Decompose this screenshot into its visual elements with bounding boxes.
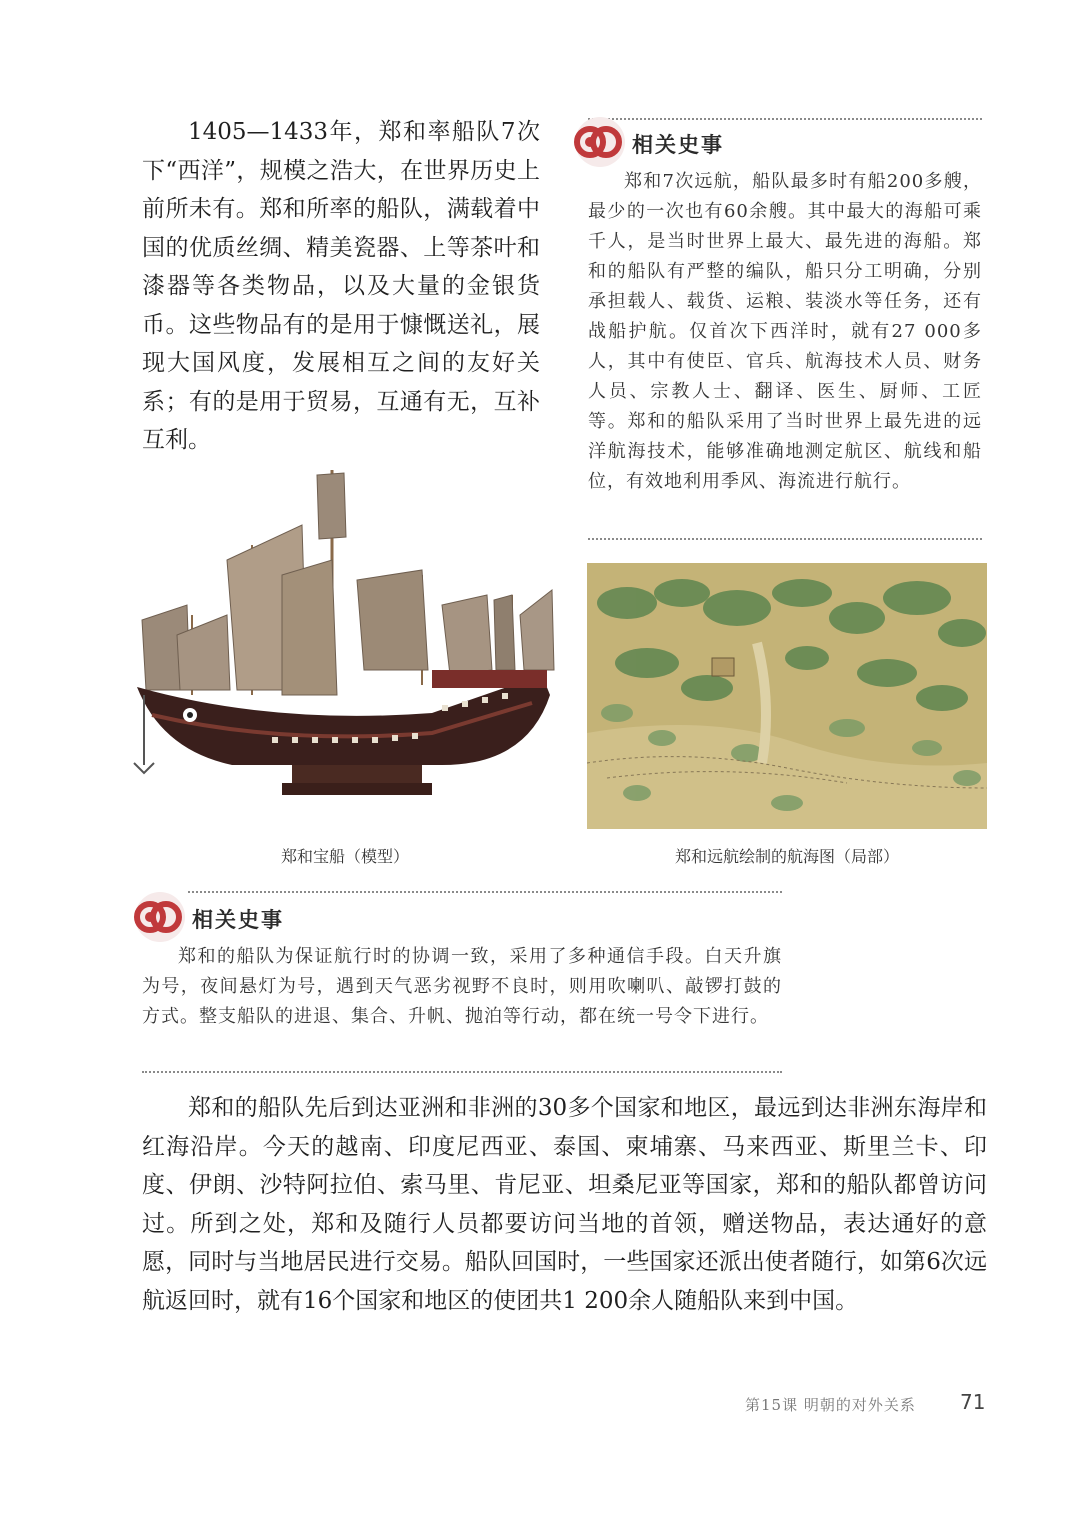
lesson-title-footer: 第15课 明朝的对外关系 — [745, 1396, 916, 1414]
intro-paragraph-block — [142, 113, 540, 460]
ship-model-caption: 郑和宝船（模型） — [280, 847, 409, 866]
closing-paragraph-block — [142, 1089, 987, 1320]
navigation-chart-caption: 郑和远航绘制的航海图（局部） — [674, 847, 899, 866]
story-box-2-text: 郑和的船队为保证航行时的协调一致，采用了多种通信手段。白天升旗为号，夜间悬灯为号，遇到天气恶劣视野不良时，则用吹喇叭、敲锣打鼓的方式。整支船队的进退、集合、升帆、抛泊等行动，都在统一号令下进行。 — [142, 946, 782, 1027]
related-history-icon — [570, 116, 626, 172]
story-box-2-body — [142, 942, 782, 1032]
story-box-1-header — [570, 118, 724, 170]
story-box-1-text: 郑和7次远航，船队最多时有船200多艘，最少的一次也有60余艘。其中最大的海船可乘千人，是当时世界上最大、最先进的海船。郑和的船队有严整的编队，船只分工明确，分别承担载人、载货、运粮、装淡水等任务，还有战船护航。仅首次下西洋时，就有27 000多人，其中有使臣、官兵、航海技术人员、财务人员、宗教人士、翻译、医生、厨师、工匠等。郑和的船队采用了当时世界上最先进的远洋航海技术，能够准确地测定航区、航线和船位，有效地利用季风、海流进行航行。 — [588, 171, 982, 492]
page-number: 71 — [960, 1390, 986, 1414]
story-box-2-title: 相关史事 — [192, 908, 284, 932]
navigation-chart-image — [587, 563, 987, 829]
story-box-1-bottom-divider — [588, 538, 982, 540]
story-box-2-bottom-divider — [142, 1071, 782, 1073]
related-history-icon — [130, 891, 186, 947]
intro-paragraph: 1405—1433年，郑和率船队7次下“西洋”，规模之浩大，在世界历史上前所未有。郑和所率的船队，满载着中国的优质丝绸、精美瓷器、上等茶叶和漆器等各类物品，以及大量的金银货币。这些物品有的是用于慷慨送礼，展现大国风度，发展相互之间的友好关系；有的是用于贸易，互通有无，互补互利。 — [142, 119, 540, 453]
story-box-2-header — [130, 893, 284, 945]
story-box-1-body — [588, 167, 982, 497]
treasure-ship-model-image — [132, 465, 562, 835]
closing-paragraph: 郑和的船队先后到达亚洲和非洲的30多个国家和地区，最远到达非洲东海岸和红海沿岸。今天的越南、印度尼西亚、泰国、柬埔寨、马来西亚、斯里兰卡、印度、伊朗、沙特阿拉伯、索马里、肯尼亚、坦桑尼亚等国家，郑和的船队都曾访问过。所到之处，郑和及随行人员都要访问当地的首领，赠送物品，表达通好的意愿，同时与当地居民进行交易。船队回国时，一些国家还派出使者随行，如第6次远航返回时，就有16个国家和地区的使团共1 200余人随船队来到中国。 — [142, 1095, 987, 1314]
story-box-1-title: 相关史事 — [632, 133, 724, 157]
